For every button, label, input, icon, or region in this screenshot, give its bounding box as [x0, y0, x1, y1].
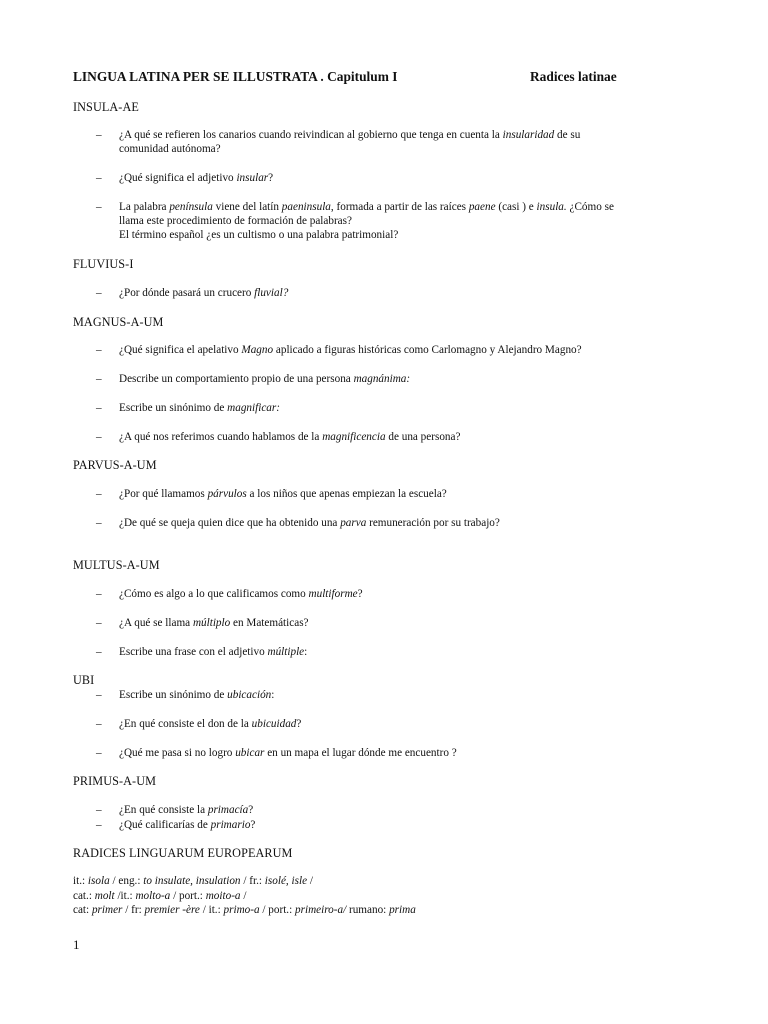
text-run: / eng.:	[109, 875, 144, 887]
text-run: ¿Por qué llamamos	[119, 488, 208, 500]
question-text	[119, 200, 699, 242]
text-run: ¿Qué me pasa si no logro	[119, 747, 236, 759]
italic-term: multiforme	[308, 588, 358, 600]
text-run: ¿Cómo es algo a lo que calificamos como	[119, 588, 309, 600]
italic-term: ubicuidad	[251, 718, 297, 730]
question-text	[119, 803, 699, 817]
question-text	[119, 645, 699, 659]
italic-term: paene	[468, 201, 496, 213]
dash-bullet: –	[96, 287, 102, 299]
question-text	[119, 430, 699, 444]
question-text	[119, 401, 699, 415]
italic-term: molt	[94, 889, 115, 902]
italic-term: primacía	[207, 804, 249, 816]
dash-bullet: –	[96, 718, 102, 730]
text-run: La palabra	[119, 201, 170, 213]
text-run: Escribe una frase con el adjetivo	[119, 646, 268, 658]
dash-bullet: –	[96, 129, 102, 141]
italic-term: premier -ère	[144, 904, 200, 916]
text-run: / fr:	[122, 904, 145, 916]
italic-term: fluvial?	[254, 287, 289, 299]
question-text	[119, 516, 699, 530]
text-run: ?	[296, 718, 302, 730]
text-run: /	[307, 875, 313, 887]
page-number: 1	[73, 937, 80, 952]
dash-bullet: –	[96, 201, 102, 213]
section-heading-primus: PRIMUS-A-UM	[73, 774, 157, 788]
italic-term: magnificar:	[227, 402, 280, 414]
italic-term: primeiro-a/	[295, 904, 347, 916]
dash-bullet: –	[96, 588, 102, 600]
italic-term: to insulate, insulation	[143, 875, 241, 887]
dash-bullet: –	[96, 747, 102, 759]
question-text	[119, 688, 699, 702]
question-text	[119, 171, 699, 185]
dash-bullet: –	[96, 646, 102, 658]
text-run: ¿Qué calificarías de	[119, 819, 211, 831]
text-run: ¿A qué se refieren los canarios cuando reivindican al gobierno que tenga en cuenta la	[119, 129, 503, 141]
italic-term: paeninsula	[281, 201, 331, 213]
italic-term: moito-a	[205, 889, 241, 902]
italic-term: parva	[340, 517, 367, 529]
text-run: /	[240, 889, 247, 902]
text-run: remuneración por su trabajo?	[366, 517, 500, 529]
italic-term: insula.	[536, 201, 567, 213]
text-run: a los niños que apenas empiezan la escuela?	[246, 488, 447, 500]
text-run: / fr.:	[240, 875, 265, 887]
language-roots-list	[73, 874, 713, 918]
question-text	[119, 128, 699, 156]
italic-term: insular	[236, 172, 269, 184]
text-run: comunidad autónoma?	[119, 143, 221, 155]
dash-bullet: –	[96, 689, 102, 701]
root-line	[73, 889, 713, 904]
italic-term: párvulos	[207, 488, 247, 500]
text-run: en un mapa el lugar dónde me encuentro ?	[264, 747, 457, 759]
text-run: ¿Por dónde pasará un crucero	[119, 287, 255, 299]
text-run: Escribe un sinónimo de	[119, 689, 228, 701]
question-text	[119, 746, 699, 760]
title-right: Radices latinae	[530, 69, 617, 84]
dash-bullet: –	[96, 172, 102, 184]
italic-term: magnánima:	[353, 373, 411, 385]
italic-term: primario	[210, 819, 251, 831]
text-run: ?	[250, 819, 256, 831]
dash-bullet: –	[96, 373, 102, 385]
question-text	[119, 587, 699, 601]
text-run: cat.:	[73, 889, 95, 902]
text-run: , formada a partir de las raíces	[330, 201, 469, 213]
text-run: ¿A qué se llama	[119, 617, 193, 629]
text-run: El término español ¿es un cultismo o una palabra patrimonial?	[119, 229, 399, 241]
question-text	[119, 372, 699, 386]
dash-bullet: –	[96, 402, 102, 414]
question-text	[119, 818, 699, 832]
text-run: aplicado a figuras históricas como Carlomagno y Alejandro Magno?	[273, 344, 582, 356]
text-run: :	[271, 689, 275, 701]
text-run: / port.:	[259, 904, 296, 916]
dash-bullet: –	[96, 819, 102, 831]
text-run: / it.:	[199, 904, 224, 916]
text-run: ?	[357, 588, 363, 600]
dash-bullet: –	[96, 488, 102, 500]
text-run: llama este procedimiento de formación de palabras?	[119, 215, 352, 227]
text-run: en Matemáticas?	[230, 617, 309, 629]
text-run: ¿De qué se queja quien dice que ha obtenido una	[119, 517, 341, 529]
italic-term: prima	[389, 904, 416, 916]
text-run: ¿En qué consiste el don de la	[119, 718, 252, 730]
dash-bullet: –	[96, 431, 102, 443]
text-run: it.:	[73, 875, 88, 887]
dash-bullet: –	[96, 517, 102, 529]
text-run: Describe un comportamiento propio de una persona	[119, 373, 354, 385]
text-run: /it.:	[114, 889, 136, 902]
text-run: :	[304, 646, 308, 658]
text-run: ¿A qué nos referimos cuando hablamos de la	[119, 431, 323, 443]
dash-bullet: –	[96, 617, 102, 629]
italic-term: molto-a	[135, 889, 171, 902]
dash-bullet: –	[96, 804, 102, 816]
text-run: (casi ) e	[495, 201, 537, 213]
italic-term: múltiplo	[192, 617, 231, 629]
italic-term: magnificencia	[322, 431, 386, 443]
text-run: ?	[248, 804, 254, 816]
text-run: ¿Qué significa el apelativo	[119, 344, 242, 356]
root-line	[73, 903, 713, 918]
section-heading-radices: RADICES LINGUARUM EUROPEARUM	[73, 846, 293, 860]
italic-term: primer	[91, 904, 123, 916]
text-run: ¿Cómo se	[566, 201, 614, 213]
italic-term: isolé, isle	[264, 875, 308, 887]
text-run: Escribe un sinónimo de	[119, 402, 228, 414]
text-run: rumano:	[346, 904, 390, 916]
italic-term: isola	[87, 875, 110, 887]
italic-term: península	[169, 201, 213, 213]
section-heading-insula: INSULA-AE	[73, 100, 139, 114]
italic-term: ubicación	[227, 689, 272, 701]
text-run: ¿Qué significa el adjetivo	[119, 172, 237, 184]
root-line	[73, 874, 713, 889]
text-run: cat:	[73, 904, 92, 916]
question-text	[119, 616, 699, 630]
text-run: de una persona?	[385, 431, 461, 443]
italic-term: ubicar	[235, 747, 265, 759]
text-run: viene del latín	[212, 201, 282, 213]
question-text	[119, 343, 699, 357]
text-run: ?	[268, 172, 274, 184]
question-text	[119, 286, 699, 300]
title-left: LINGUA LATINA PER SE ILLUSTRATA . Capitulum I	[73, 69, 398, 84]
section-heading-fluvius: FLUVIUS-I	[73, 257, 134, 271]
text-run: ¿En qué consiste la	[119, 804, 208, 816]
section-heading-parvus: PARVUS-A-UM	[73, 458, 157, 472]
question-text	[119, 487, 699, 501]
section-heading-multus: MULTUS-A-UM	[73, 558, 160, 572]
text-run: de su	[554, 129, 581, 141]
italic-term: múltiple	[267, 646, 305, 658]
question-text	[119, 717, 699, 731]
section-heading-ubi: UBI	[73, 673, 95, 687]
text-run: / port.:	[170, 889, 206, 902]
italic-term: insularidad	[502, 129, 555, 141]
section-heading-magnus: MAGNUS-A-UM	[73, 315, 164, 329]
italic-term: primo-a	[223, 904, 260, 916]
page-title	[73, 69, 713, 85]
italic-term: Magno	[241, 344, 274, 356]
dash-bullet: –	[96, 344, 102, 356]
